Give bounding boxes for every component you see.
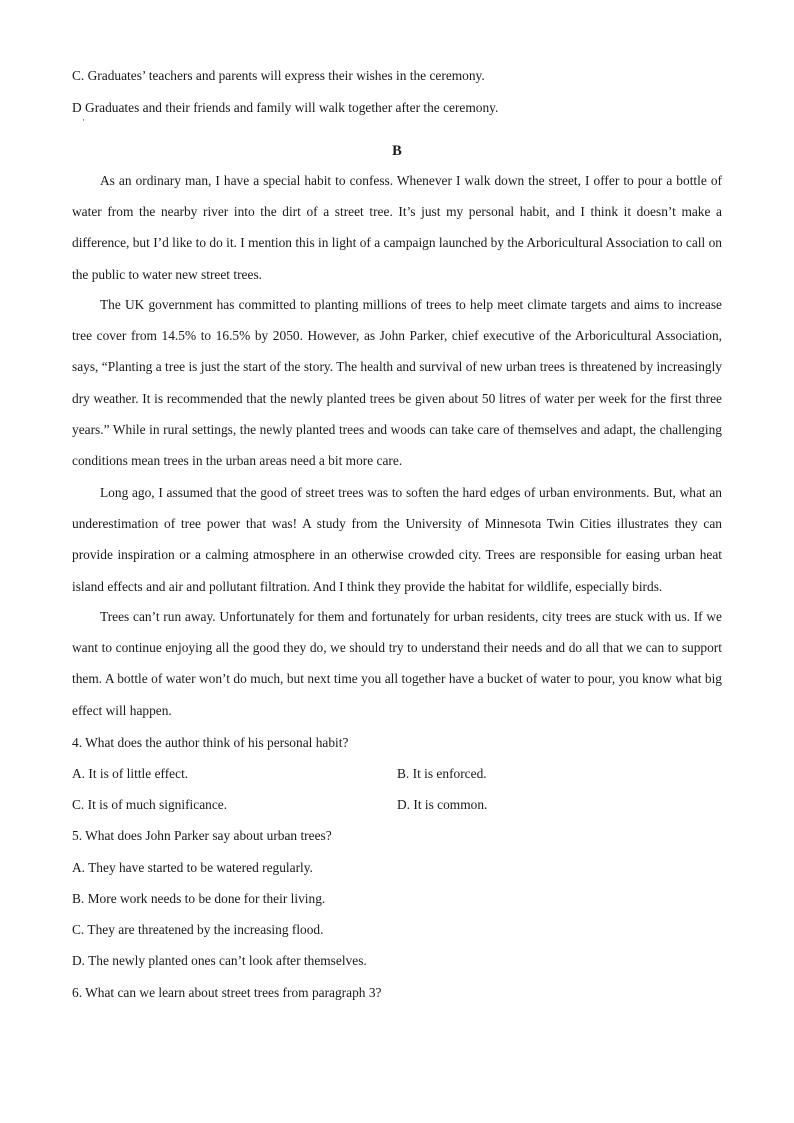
passage-paragraph-1: As an ordinary man, I have a special habit to confess. Whenever I walk down the street, I offer to pour a bottle of water from the nearby river into the dirt of a street tree. It’s just my personal habit, and I think it doesn’t make a difference, but I’d like to do it. I mention this in light of a campaign launched by the Arboricultural Association to call on the public to water new street trees.	[72, 173, 722, 282]
question-4-option-b: B. It is enforced.	[397, 766, 487, 781]
passage-paragraph-2: The UK government has committed to planting millions of trees to help meet climate targets and aims to increase tree cover from 14.5% to 16.5% by 2050. However, as John Parker, chief executive of the Arboricultural Association, says, “Planting a tree is just the start of the story. The health and survival of new urban trees is threatened by increasingly dry weather. It is recommended that the newly planted trees be given about 50 litres of water per week for the first three years.” While in rural settings, the newly planted trees and woods can take care of themselves and adapt, the challenging conditions mean trees in the urban areas need a bit more care.	[72, 297, 722, 469]
question-5-option-a: A. They have started to be watered regularly.	[72, 860, 313, 875]
question-5-option-c: C. They are threatened by the increasing flood.	[72, 922, 324, 937]
stray-mark-dot: ·	[82, 115, 85, 125]
question-4-stem: 4. What does the author think of his personal habit?	[72, 735, 349, 750]
question-4-option-c: C. It is of much significance.	[72, 797, 228, 812]
section-heading: B	[392, 143, 402, 159]
question-6-stem: 6. What can we learn about street trees from paragraph 3?	[72, 985, 382, 1000]
question-4-option-d: D. It is common.	[397, 797, 488, 812]
question-5-option-b: B. More work needs to be done for their living.	[72, 891, 326, 906]
previous-option-d: D Graduates and their friends and family will walk together after the ceremony.	[72, 100, 499, 115]
passage-paragraph-4: Trees can’t run away. Unfortunately for them and fortunately for urban residents, city trees are stuck with us. If we want to continue enjoying all the good they do, we should try to understand their needs and do all that we can to support them. A bottle of water won’t do much, but next time you all together have a bucket of water to pour, you know what big effect will happen.	[72, 609, 722, 718]
question-4-option-a: A. It is of little effect.	[72, 766, 189, 781]
passage-paragraph-3: Long ago, I assumed that the good of street trees was to soften the hard edges of urban environments. But, what an underestimation of tree power that was! A study from the University of Minnesota Twin Cities illustrates they can provide inspiration or a calming atmosphere in an otherwise crowded city. Trees are responsible for easing urban heat island effects and air and pollutant filtration. And I think they provide the habitat for wildlife, especially birds.	[72, 485, 722, 594]
previous-option-c: C. Graduates’ teachers and parents will express their wishes in the ceremony.	[72, 68, 485, 83]
question-5-option-d: D. The newly planted ones can’t look after themselves.	[72, 953, 367, 968]
question-5-stem: 5. What does John Parker say about urban trees?	[72, 828, 332, 843]
